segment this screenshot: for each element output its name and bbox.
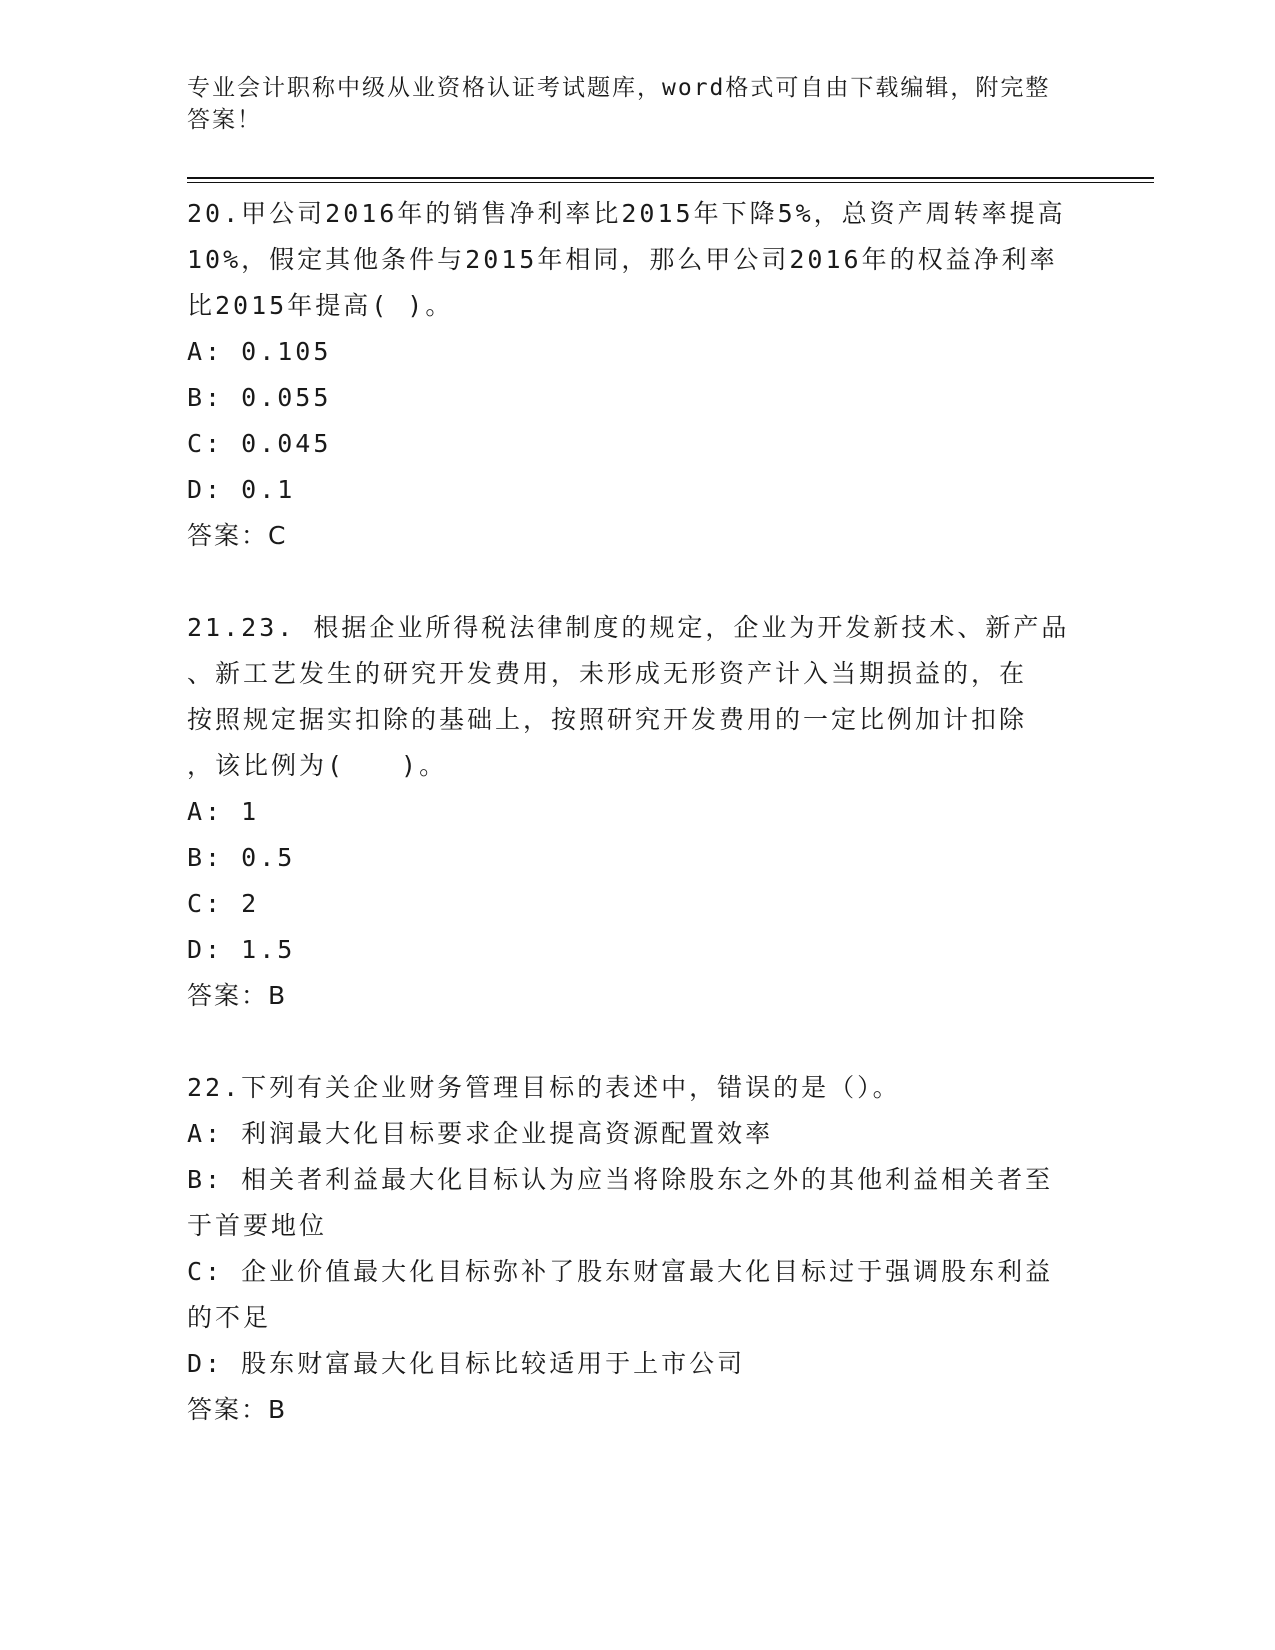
option-c: C: 0.045	[187, 429, 332, 458]
option-b: B: 0.5	[187, 843, 296, 872]
answer-line: 答案：C	[187, 521, 288, 550]
option-d: D: 股东财富最大化目标比较适用于上市公司	[187, 1349, 746, 1378]
answer-line: 答案：B	[187, 1395, 288, 1424]
question-block	[187, 605, 1087, 1019]
option-d: D: 0.1	[187, 475, 296, 504]
question-block	[187, 191, 1087, 559]
question-text-line: 21.23. 根据企业所得税法律制度的规定，企业为开发新技术、新产品	[187, 613, 1070, 642]
option-b: B: 0.055	[187, 383, 332, 412]
question-block	[187, 1065, 1087, 1433]
option-c-continued: 的不足	[187, 1303, 272, 1332]
question-text-line: 10%，假定其他条件与2015年相同，那么甲公司2016年的权益净利率	[187, 245, 1058, 274]
option-c: C: 2	[187, 889, 260, 918]
header-rule-thick	[187, 177, 1154, 179]
question-text-line: 按照规定据实扣除的基础上，按照研究开发费用的一定比例加计扣除	[187, 705, 1028, 734]
header-rule-thin	[187, 182, 1154, 183]
question-text-line: 22.下列有关企业财务管理目标的表述中，错误的是（）。	[187, 1073, 901, 1102]
option-c: C: 企业价值最大化目标弥补了股东财富最大化目标过于强调股东利益	[187, 1257, 1054, 1286]
option-d: D: 1.5	[187, 935, 296, 964]
document-header: 专业会计职称中级从业资格认证考试题库，word格式可自由下载编辑，附完整答案！	[187, 75, 1051, 133]
question-text-line: 20.甲公司2016年的销售净利率比2015年下降5%，总资产周转率提高	[187, 199, 1066, 228]
question-text-line: ，该比例为( )。	[187, 751, 448, 780]
option-b: B: 相关者利益最大化目标认为应当将除股东之外的其他利益相关者至	[187, 1165, 1054, 1194]
question-list	[187, 191, 1087, 1479]
option-b-continued: 于首要地位	[187, 1211, 328, 1240]
option-a: A: 1	[187, 797, 260, 826]
option-a: A: 0.105	[187, 337, 332, 366]
question-text-line: 、新工艺发生的研究开发费用，未形成无形资产计入当期损益的，在	[187, 659, 1028, 688]
answer-line: 答案：B	[187, 981, 288, 1010]
option-a: A: 利润最大化目标要求企业提高资源配置效率	[187, 1119, 774, 1148]
question-text-line: 比2015年提高( )。	[187, 291, 454, 320]
